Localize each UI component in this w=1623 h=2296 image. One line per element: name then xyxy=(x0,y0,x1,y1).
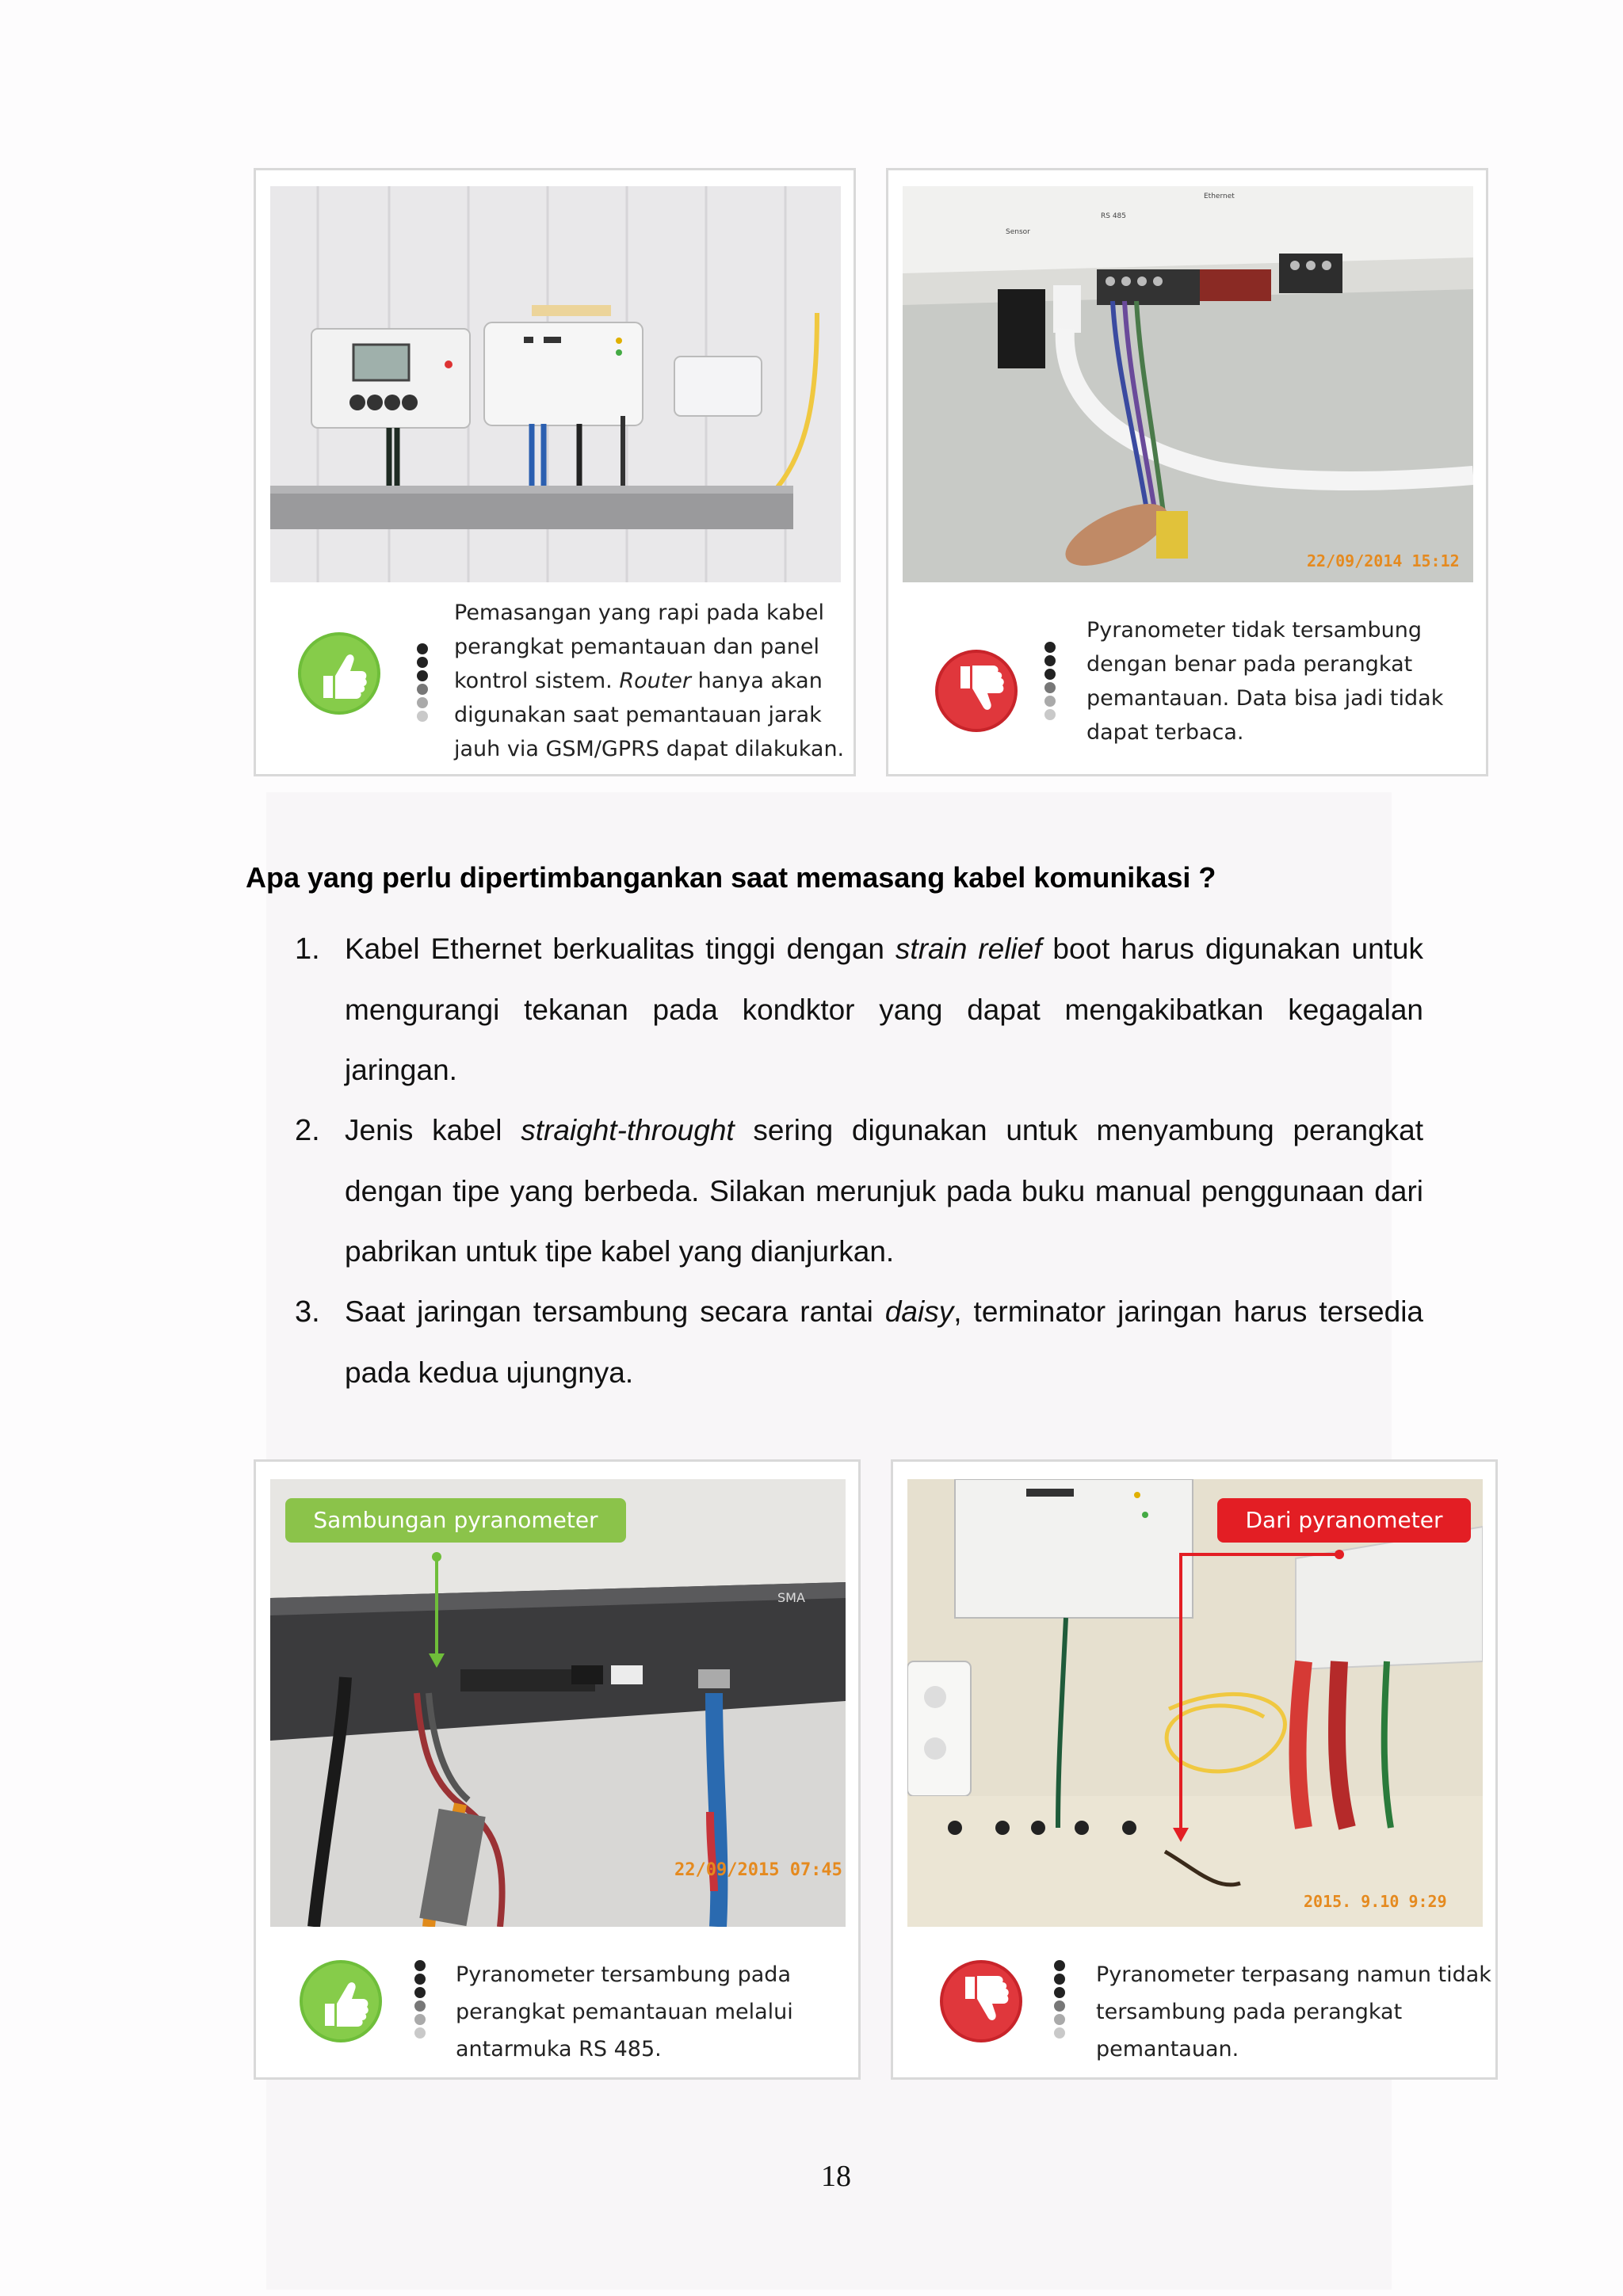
caption-italic-router: Router xyxy=(619,669,692,693)
photo-label-text: Ethernet xyxy=(1204,193,1235,200)
caption-line: antarmuka RS 485. xyxy=(456,2037,662,2061)
caption-line: Pyranometer tidak tersambung xyxy=(1086,618,1423,643)
figure-card-good-installation xyxy=(254,168,856,776)
caption-line: pemantauan. xyxy=(1096,2037,1239,2061)
figure-card-bad-pyranometer-connection xyxy=(886,168,1488,776)
list-number: 2. xyxy=(295,1114,320,1147)
list-item xyxy=(295,1100,1423,1282)
caption-line: Pemasangan yang rapi pada kabel xyxy=(454,601,825,625)
decorative-dots xyxy=(1054,1960,1067,2041)
caption-line: Pyranometer tersambung pada xyxy=(456,1962,791,1987)
decorative-dots xyxy=(414,1960,427,2041)
photo-neat-cabling xyxy=(270,186,841,582)
decorative-dots xyxy=(417,643,430,724)
photo-timestamp: 22/09/2015 07:45 xyxy=(674,1860,842,1880)
caption-line: pemantauan. Data bisa jadi tidak xyxy=(1086,686,1444,711)
label-from-pyranometer: Dari pyranometer xyxy=(1217,1498,1471,1543)
list-number: 3. xyxy=(295,1295,320,1329)
caption-good-installation xyxy=(454,596,850,766)
figure-card-good-pyranometer-connection xyxy=(254,1459,861,2080)
caption-line: dengan benar pada perangkat xyxy=(1086,652,1413,677)
caption-line: digunakan saat pemantauan jarak xyxy=(454,703,822,727)
photo-timestamp: 22/09/2014 15:12 xyxy=(1307,551,1460,570)
list-text: Kabel Ethernet berkualitas tinggi dengan strain relief boot harus digunakan untuk mengurangi tekanan pada kondktor yang dapat mengakibatkan kegagalan jaringan. xyxy=(345,933,1424,1086)
caption-line: tersambung pada perangkat xyxy=(1096,2000,1403,2024)
thumbs-down-icon xyxy=(933,647,1020,734)
list-number: 1. xyxy=(295,933,320,966)
considerations-list xyxy=(295,919,1423,1403)
photo-label-text: Sensor xyxy=(1006,228,1030,236)
caption-pyranometer-not-wired xyxy=(1096,1956,1492,2068)
photo-label-text: RS 485 xyxy=(1101,212,1127,220)
thumbs-up-icon xyxy=(297,1958,384,2045)
label-pyranometer-connection: Sambungan pyranometer xyxy=(285,1498,626,1543)
caption-line: Pyranometer terpasang namun tidak xyxy=(1096,1962,1491,1987)
figure-card-pyranometer-not-wired xyxy=(891,1459,1498,2080)
caption-good-pyranometer-connection xyxy=(456,1956,852,2068)
caption-line: kontrol sistem. Router hanya akan xyxy=(454,669,823,693)
decorative-dots xyxy=(1044,642,1057,723)
photo-brand: SMA xyxy=(777,1590,805,1605)
photo-pyranometer-not-connected xyxy=(903,186,1473,582)
list-text: Jenis kabel straight-throught sering digunakan untuk menyambung perangkat dengan tipe yang berbeda. Silakan merunjuk pada buku manual penggunaan dari pabrikan untuk tipe kabel yang dianjurkan. xyxy=(345,1114,1424,1268)
thumbs-up-icon xyxy=(296,630,383,717)
caption-line: jauh via GSM/GPRS dapat dilakukan. xyxy=(454,737,845,761)
section-heading: Apa yang perlu dipertimbangankan saat memasang kabel komunikasi ? xyxy=(246,861,1216,894)
caption-line: perangkat pemantauan dan panel xyxy=(454,635,820,659)
caption-bad-pyranometer-connection xyxy=(1086,613,1483,749)
photo-pyranometer-connected xyxy=(270,1479,846,1927)
caption-line: dapat terbaca. xyxy=(1086,720,1244,745)
photo-pyranometer-unwired xyxy=(907,1479,1483,1927)
list-text: Saat jaringan tersambung secara rantai daisy, terminator jaringan harus tersedia pada kedua ujungnya. xyxy=(345,1295,1423,1389)
page-number: 18 xyxy=(821,2160,851,2193)
list-item xyxy=(295,1282,1423,1403)
caption-line: perangkat pemantauan melalui xyxy=(456,2000,793,2024)
photo-timestamp: 2015. 9.10 9:29 xyxy=(1304,1892,1447,1911)
thumbs-down-icon xyxy=(938,1958,1025,2045)
list-item xyxy=(295,919,1423,1100)
